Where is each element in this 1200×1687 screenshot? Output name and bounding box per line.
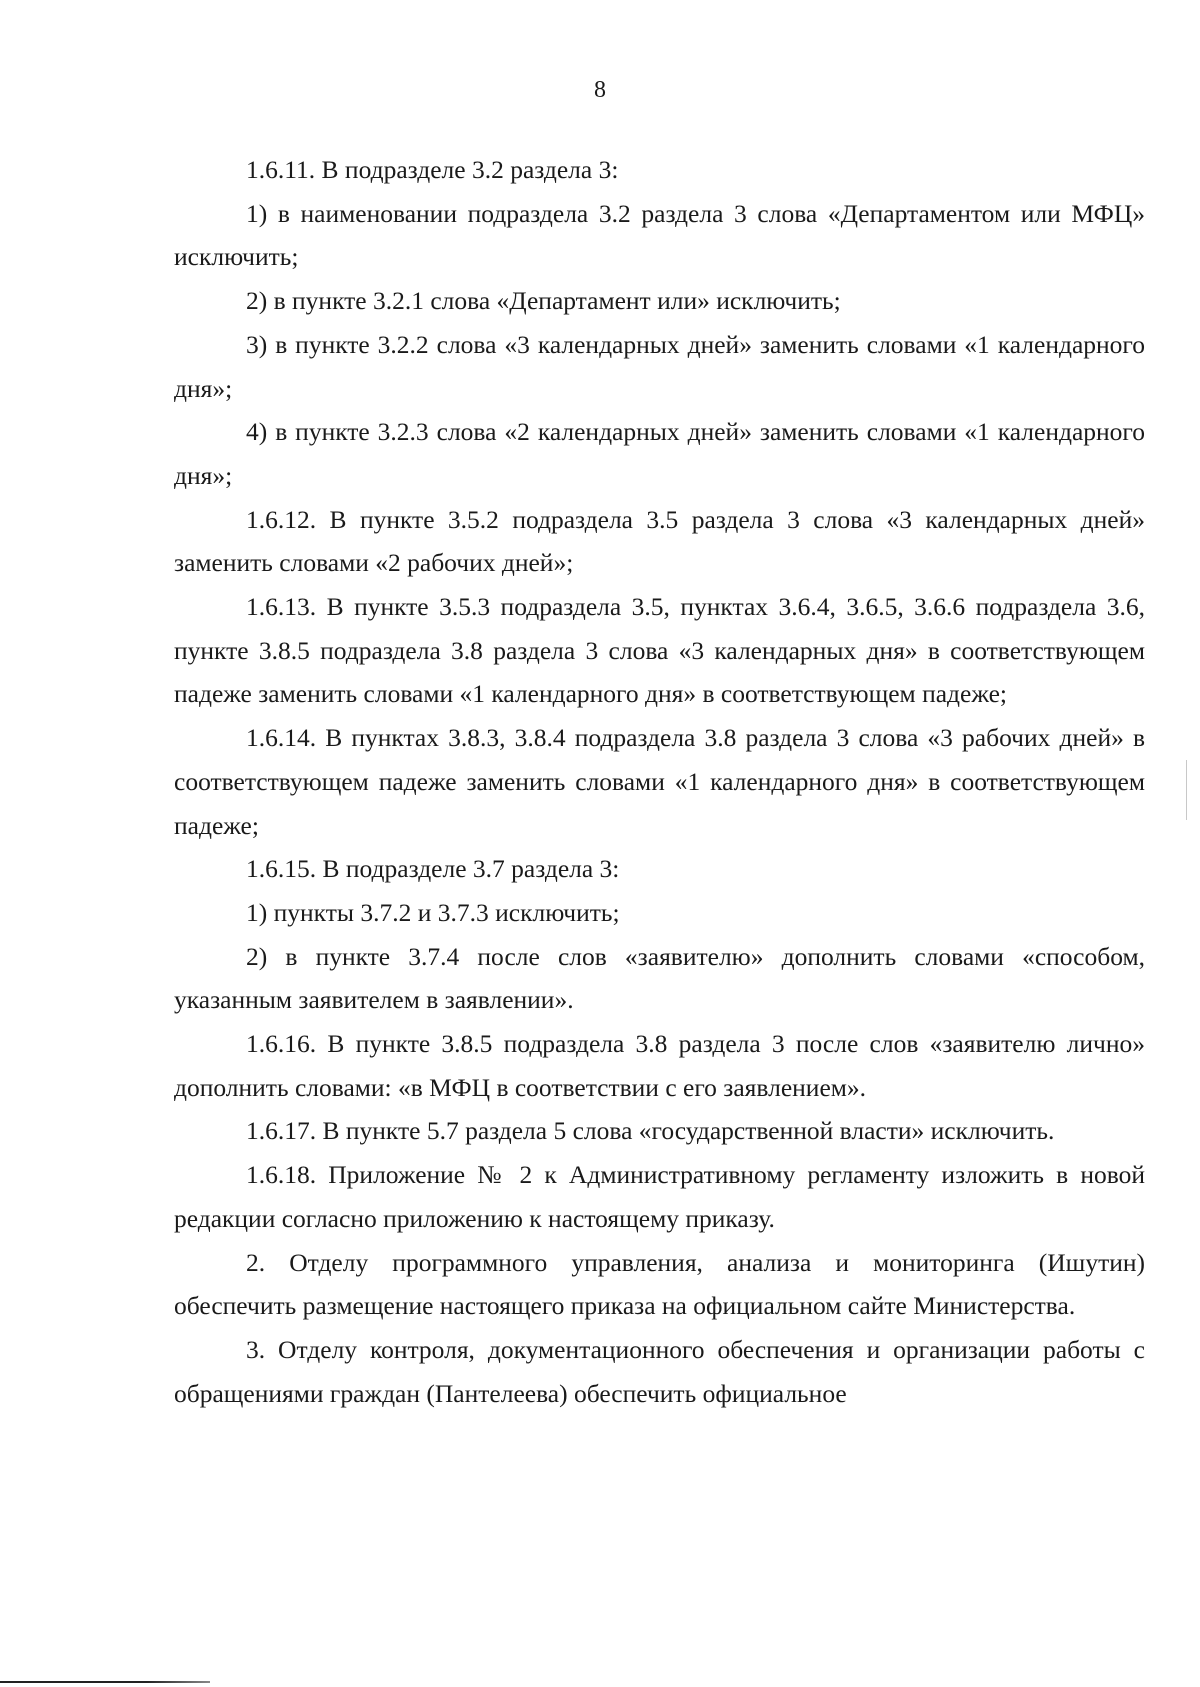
paragraph-item-1b: 1) пункты 3.7.2 и 3.7.3 исключить; [246,897,620,927]
paragraph-item-4: 4) в пункте 3.2.3 слова «2 календарных дней» заменить словами «1 календарного дня»; [174,417,1145,490]
paragraph-1-6-18: 1.6.18. Приложение № 2 к Административному регламенту изложить в новой редакции согласно приложению к настоящему приказу. [174,1160,1145,1233]
bottom-edge-mark [0,1681,210,1683]
paragraph-item-3: 3) в пункте 3.2.2 слова «3 календарных дней» заменить словами «1 календарного дня»; [174,329,1145,403]
paragraph-1-6-15: 1.6.15. В подразделе 3.7 раздела 3: [246,854,620,884]
scan-speck [1186,760,1187,820]
paragraph-item-1: 1) в наименовании подраздела 3.2 раздела 3 слова «Департаментом или МФЦ» исключить; [174,198,1145,272]
paragraph-item-2b: 2) в пункте 3.7.4 после слов «заявителю» дополнить словами «способом, указанным заявителем в заявлении». [174,941,1145,1015]
paragraph-1-6-17: 1.6.17. В пункте 5.7 раздела 5 слова «государственной власти» исключить. [246,1116,1055,1146]
document-body [174,148,1145,1415]
paragraph-1-6-12: 1.6.12. В пункте 3.5.2 подраздела 3.5 раздела 3 слова «3 календарных дней» заменить словами «2 рабочих дней»; [174,504,1145,578]
paragraph-1-6-11: 1.6.11. В подразделе 3.2 раздела 3: [246,155,619,184]
paragraph-2: 2. Отделу программного управления, анализа и мониторинга (Ишутин) обеспечить размещение настоящего приказа на официальном сайте Министерства. [174,1247,1145,1321]
paragraph-item-2: 2) в пункте 3.2.1 слова «Департамент или» исключить; [246,286,841,316]
paragraph-1-6-13: 1.6.13. В пункте 3.5.3 подраздела 3.5, пунктах 3.6.4, 3.6.5, 3.6.6 подраздела 3.6, пункте 3.8.5 подраздела 3.8 раздела 3 слова «3 календарных дня» в соответствующем падеже заменить словами «1 календарного дня» в соответствующем падеже; [174,592,1145,709]
page-number: 8 [594,77,606,103]
paragraph-1-6-16: 1.6.16. В пункте 3.8.5 подраздела 3.8 раздела 3 после слов «заявителю лично» дополнить словами: «в МФЦ в соответствии с его заявлением». [174,1029,1145,1102]
paragraph-1-6-14: 1.6.14. В пунктах 3.8.3, 3.8.4 подраздела 3.8 раздела 3 слова «3 рабочих дней» в соответствующем падеже заменить словами «1 календарного дня» в соответствующем падеже; [174,723,1145,840]
paragraph-3: 3. Отделу контроля, документационного обеспечения и организации работы с обращениями граждан (Пантелеева) обеспечить официальное [174,1334,1145,1408]
